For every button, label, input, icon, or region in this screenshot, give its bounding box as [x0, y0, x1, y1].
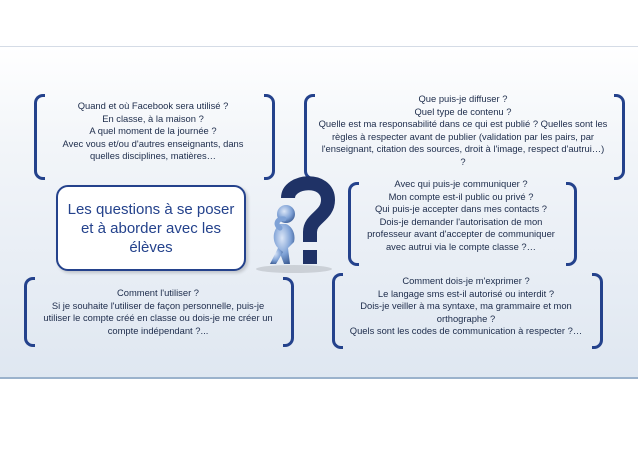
thinker-question-mark-icon [250, 172, 340, 274]
question-block-diffuse: Que puis-je diffuser ? Quel type de contenu ? Quelle est ma responsabilité dans ce qui est publié ? Quelles sont les règles à respecter avant de publier (validation par les pairs, par l'enseignant, citation des sources, droit à l'image, respect d'autrui…) ? [318, 93, 608, 167]
question-block-communicate: Avec qui puis-je communiquer ? Mon compte est-il public ou privé ? Qui puis-je accepter dans mes contacts ? Dois-je demander l'autorisation de mon professeur avant d'accepter de communiquer avec autrui via le compte classe ?… [367, 178, 555, 252]
center-title-box [56, 185, 246, 271]
question-block-express: Comment dois-je m'exprimer ? Le langage sms est-il autorisé ou interdit ? Dois-je veiller à ma syntaxe, ma grammaire et mon orthographe ? Quels sont les codes de communication à respecter ?… [349, 275, 583, 337]
right-bracket [283, 277, 294, 347]
question-block-use: Comment l'utiliser ? Si je souhaite l'utiliser de façon personnelle, puis-je utiliser le compte créé en classe ou dois-je me créer un compte indépendant ?... [43, 287, 273, 336]
center-title: Les questions à se poser et à aborder avec les élèves [67, 200, 235, 256]
question-block-where-when: Quand et où Facebook sera utilisé ? En classe, à la maison ? A quel moment de la journée ? Avec vous et/ou d'autres enseignants, dans quelles disciplines, matières… [62, 100, 244, 162]
right-bracket [566, 182, 577, 266]
right-bracket [264, 94, 275, 180]
left-bracket [34, 94, 45, 180]
